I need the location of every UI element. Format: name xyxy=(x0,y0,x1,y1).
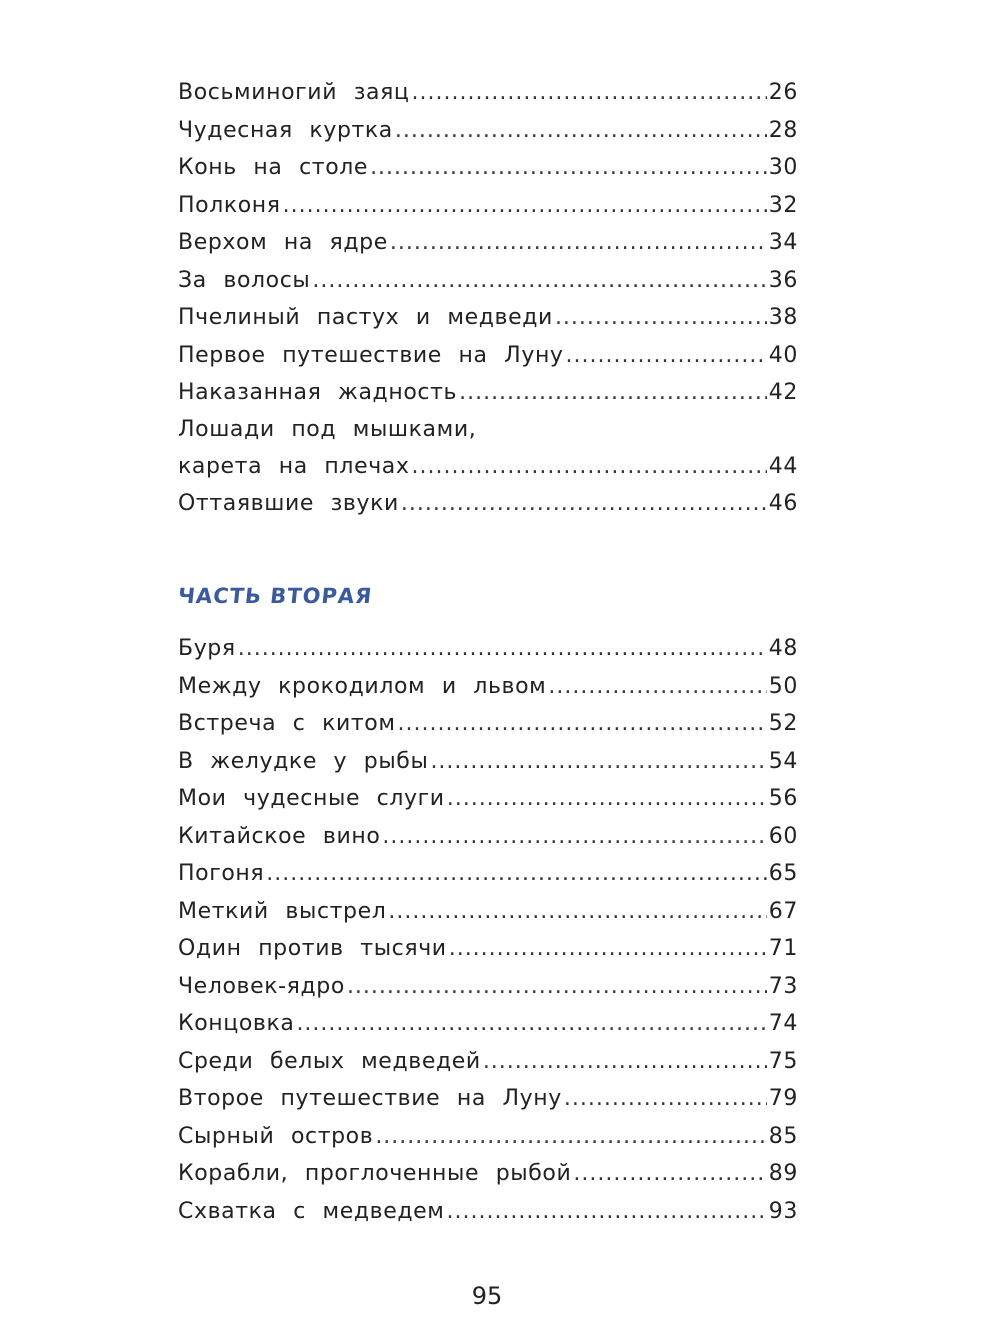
toc-entry[interactable] xyxy=(178,485,798,523)
dot-leader xyxy=(459,374,767,412)
toc-entry-title: Пчелиный пастух и медведи xyxy=(178,305,553,330)
toc-entry-page: 26 xyxy=(768,80,798,105)
dot-leader xyxy=(375,1118,766,1156)
dot-leader xyxy=(446,1193,766,1231)
dot-leader xyxy=(401,485,767,523)
toc-entry-title: карета на плечах xyxy=(178,453,410,479)
dot-leader xyxy=(390,224,767,262)
dot-leader xyxy=(370,149,767,187)
section-heading-part-two: ЧАСТЬ ВТОРАЯ xyxy=(176,584,374,608)
dot-leader xyxy=(395,112,767,150)
dot-leader xyxy=(447,780,767,818)
dot-leader xyxy=(555,299,767,337)
toc-entry[interactable] xyxy=(178,1043,798,1081)
toc-entry[interactable] xyxy=(178,262,798,300)
toc-entry-title: Мои чудесные слуги xyxy=(178,786,445,811)
dot-leader xyxy=(412,74,767,112)
toc-entry-page: 52 xyxy=(768,711,798,736)
toc-entry-page: 36 xyxy=(768,267,798,293)
toc-entry-page: 73 xyxy=(768,973,798,999)
dot-leader xyxy=(312,262,766,300)
toc-entry-title: Схватка с медведем xyxy=(178,1198,445,1224)
toc-entry-title: Меткий выстрел xyxy=(178,898,387,924)
toc-entry-page: 75 xyxy=(768,1048,798,1074)
toc-entry[interactable] xyxy=(178,112,798,150)
toc-part-one xyxy=(178,74,798,523)
toc-entry-title: Корабли, проглоченные рыбой xyxy=(178,1161,572,1186)
toc-entry-title-line1: Лошади под мышками, xyxy=(178,416,477,442)
toc-entry-title: Один против тысячи xyxy=(178,936,447,961)
toc-entry[interactable] xyxy=(178,968,798,1006)
toc-entry[interactable] xyxy=(178,818,798,856)
toc-entry[interactable] xyxy=(178,224,798,262)
toc-entry-title: Оттаявшие звуки xyxy=(178,491,399,516)
toc-entry-page: 54 xyxy=(768,748,798,774)
toc-entry-page: 50 xyxy=(768,673,798,699)
dot-leader xyxy=(483,1043,767,1081)
toc-entry[interactable] xyxy=(178,668,798,706)
toc-entry-page: 32 xyxy=(768,192,798,218)
toc-entry-page: 28 xyxy=(768,117,798,143)
toc-entry-title: Концовка xyxy=(178,1011,295,1036)
toc-entry-page: 40 xyxy=(768,342,798,368)
toc-entry[interactable] xyxy=(178,1118,798,1156)
toc-entry[interactable] xyxy=(178,780,798,818)
toc-entry-title: Второе путешествие на Луну xyxy=(178,1086,562,1111)
toc-entry-page: 46 xyxy=(768,491,798,516)
page-number: 95 xyxy=(471,1282,503,1310)
toc-entry-page: 30 xyxy=(768,155,798,180)
toc-entry-page: 74 xyxy=(768,1011,798,1036)
toc-entry-title: Между крокодилом и львом xyxy=(178,673,547,699)
toc-entry-title: Сырный остров xyxy=(178,1123,374,1149)
toc-entry[interactable] xyxy=(178,705,798,743)
dot-leader xyxy=(548,668,766,706)
dot-leader xyxy=(566,337,767,375)
dot-leader xyxy=(238,630,767,668)
toc-entry[interactable] xyxy=(178,930,798,968)
toc-entry-title: За волосы xyxy=(178,267,311,293)
toc-entry-title: Верхом на ядре xyxy=(178,230,388,255)
toc-entry-title: Первое путешествие на Луну xyxy=(178,342,564,368)
toc-entry-title: Чудесная куртка xyxy=(178,117,393,143)
dot-leader xyxy=(430,743,766,781)
toc-entry-title: Погоня xyxy=(178,861,265,886)
dot-leader xyxy=(382,818,766,856)
toc-entry-title: Конь на столе xyxy=(178,155,369,180)
toc-entry[interactable] xyxy=(178,299,798,337)
toc-entry-title: Буря xyxy=(178,636,236,661)
dot-leader xyxy=(398,705,767,743)
toc-entry-multiline[interactable] xyxy=(178,412,798,486)
toc-entry[interactable] xyxy=(178,74,798,112)
toc-entry-title: Китайское вино xyxy=(178,823,381,849)
toc-part-two xyxy=(178,630,798,1230)
toc-entry xyxy=(178,448,798,486)
toc-entry[interactable] xyxy=(178,893,798,931)
toc-entry-title: Восьминогий заяц xyxy=(178,80,410,105)
toc-entry[interactable] xyxy=(178,630,798,668)
toc-entry[interactable] xyxy=(178,1155,798,1193)
dot-leader xyxy=(283,187,767,225)
dot-leader xyxy=(388,893,766,931)
dot-leader xyxy=(296,1005,766,1043)
toc-entry-title: В желудке у рыбы xyxy=(178,748,429,774)
toc-entry-title: Наказанная жадность xyxy=(178,380,458,405)
dot-leader xyxy=(412,448,767,486)
toc-entry[interactable] xyxy=(178,1193,798,1231)
toc-entry-title: Среди белых медведей xyxy=(178,1048,481,1074)
toc-entry[interactable] xyxy=(178,337,798,375)
dot-leader xyxy=(266,855,767,893)
toc-entry-page: 67 xyxy=(768,898,798,924)
toc-entry[interactable] xyxy=(178,187,798,225)
toc-entry-page: 79 xyxy=(768,1086,798,1111)
toc-entry-page: 56 xyxy=(768,786,798,811)
toc-entry-page: 85 xyxy=(768,1123,798,1149)
dot-leader xyxy=(573,1155,766,1193)
dot-leader xyxy=(347,968,767,1006)
toc-entry[interactable] xyxy=(178,149,798,187)
toc-entry-page: 60 xyxy=(768,823,798,849)
toc-entry-page: 44 xyxy=(768,453,798,479)
toc-entry[interactable] xyxy=(178,1080,798,1118)
toc-entry-page: 93 xyxy=(768,1198,798,1224)
dot-leader xyxy=(449,930,767,968)
toc-entry[interactable] xyxy=(178,374,798,412)
toc-entry-title: Полконя xyxy=(178,192,281,218)
dot-leader xyxy=(564,1080,767,1118)
toc-entry-page: 71 xyxy=(768,936,798,961)
toc-entry[interactable] xyxy=(178,743,798,781)
toc-entry-page: 48 xyxy=(768,636,798,661)
toc-entry-title: Человек-ядро xyxy=(178,973,345,999)
toc-entry[interactable] xyxy=(178,1005,798,1043)
toc-entry-page: 42 xyxy=(768,380,798,405)
toc-entry[interactable] xyxy=(178,855,798,893)
toc-entry-page: 65 xyxy=(768,861,798,886)
toc-entry-page: 89 xyxy=(768,1161,798,1186)
toc-entry-page: 34 xyxy=(768,230,798,255)
toc-entry-title: Встреча с китом xyxy=(178,711,396,736)
toc-entry-page: 38 xyxy=(768,305,798,330)
